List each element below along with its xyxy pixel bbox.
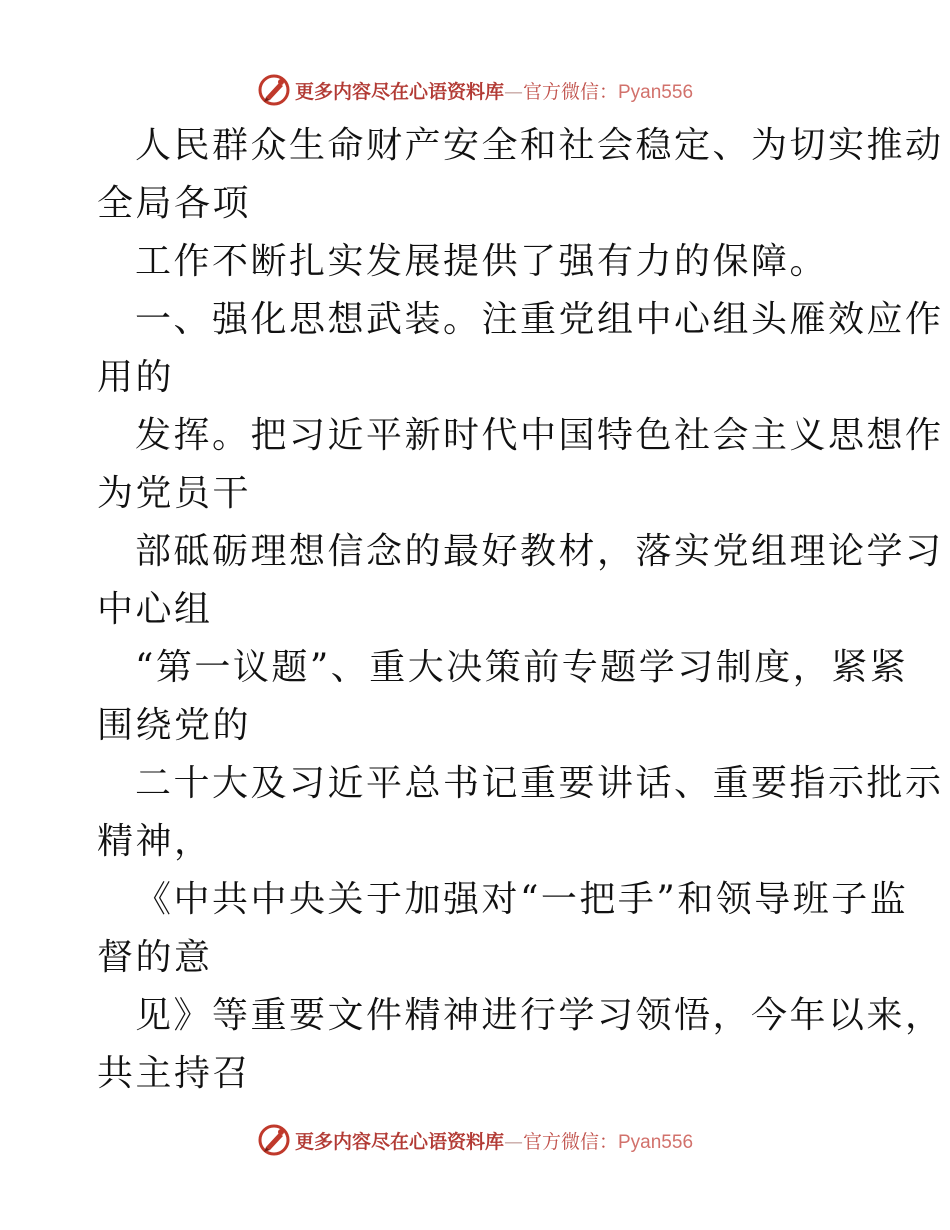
document-body xyxy=(97,117,944,1103)
text-line: “第一议题”、重大决策前专题学习制度，紧紧 xyxy=(135,647,909,688)
banner-wechat-id: Pyan556 xyxy=(618,1131,694,1153)
text-line: 发挥。把习近平新时代中国特色社会主义思想作 xyxy=(135,415,944,456)
text-line: 督的意 xyxy=(97,937,213,978)
text-line: 部砥砺理想信念的最好教材，落实党组理论学习 xyxy=(135,531,944,572)
banner-main-text: 更多内容尽在心语资料库 xyxy=(294,80,504,103)
banner-wechat-label: 官方微信： xyxy=(522,80,618,103)
text-line: 为党员干 xyxy=(97,473,252,514)
text-line: 共主持召 xyxy=(97,1053,252,1094)
text-line: 人民群众生命财产安全和社会稳定、为切实推动 xyxy=(135,125,944,166)
pen-logo-icon xyxy=(257,1123,291,1157)
header-watermark-banner xyxy=(0,70,950,110)
text-line: 二十大及习近平总书记重要讲话、重要指示批示 xyxy=(135,763,944,804)
text-line: 围绕党的 xyxy=(97,705,252,746)
text-line: 用的 xyxy=(97,357,175,398)
text-line: 一、强化思想武装。注重党组中心组头雁效应作 xyxy=(135,299,944,340)
banner-text xyxy=(295,77,693,104)
banner-main-text: 更多内容尽在心语资料库 xyxy=(294,1130,504,1153)
banner-wechat-id: Pyan556 xyxy=(618,81,694,103)
banner-dash: — xyxy=(503,1130,523,1153)
text-line: 见》等重要文件精神进行学习领悟，今年以来， xyxy=(135,995,944,1036)
text-line: 《中共中央关于加强对“一把手”和领导班子监 xyxy=(135,879,909,920)
banner-dash: — xyxy=(503,80,523,103)
text-line: 中心组 xyxy=(97,589,213,630)
text-line: 精神， xyxy=(97,821,213,862)
footer-watermark-banner xyxy=(0,1120,950,1160)
pen-logo-icon xyxy=(257,73,291,107)
text-line: 全局各项 xyxy=(97,183,252,224)
banner-wechat-label: 官方微信： xyxy=(522,1130,618,1153)
text-line: 工作不断扎实发展提供了强有力的保障。 xyxy=(135,241,829,282)
banner-text xyxy=(295,1127,693,1154)
